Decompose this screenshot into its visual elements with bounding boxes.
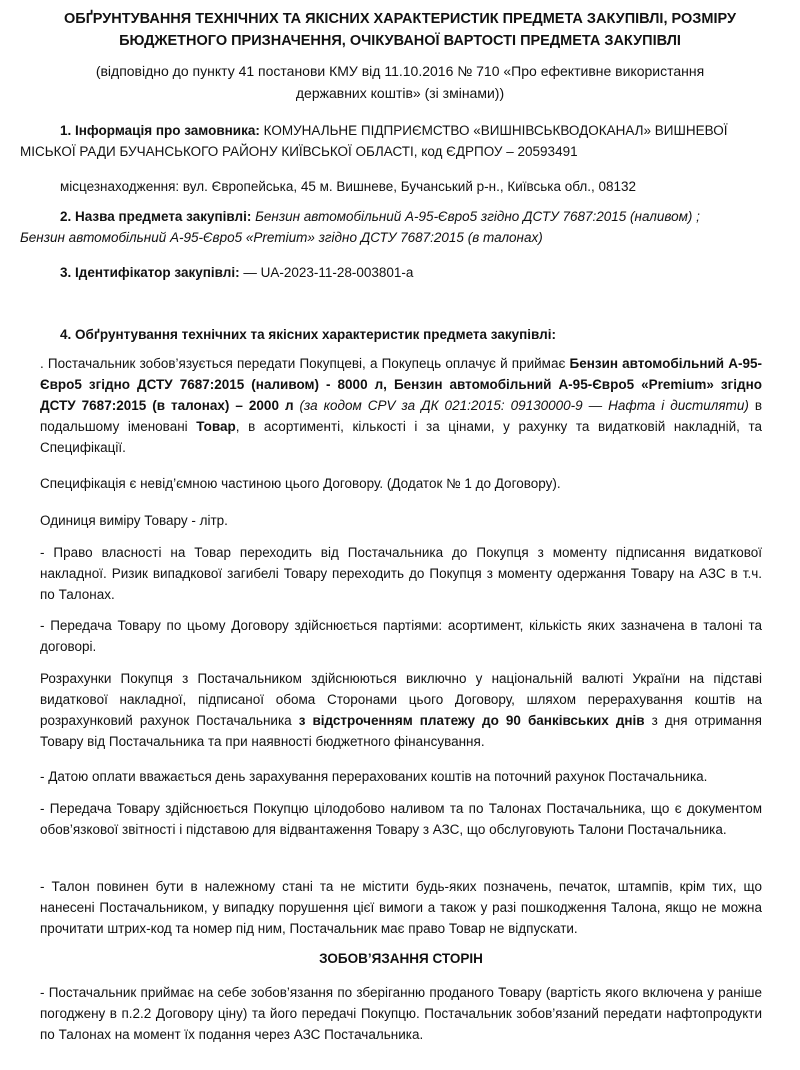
paragraph-payments	[40, 668, 762, 752]
paragraph-coupon-delivery: - Передача Товару здійснюється Покупцю цілодобово наливом та по Талонах Постачальника, що є документом обов’язкової звітності і підставою для відвантаження Товару з АЗС, що обслуговують Талони Постачальника.	[40, 801, 762, 837]
procurement-name-line-2: Бензин автомобільний А-95-Євро5 «Premium» згідно ДСТУ 7687:2015 (в талонах)	[20, 230, 543, 245]
p6-text-2: з дня отримання Товару від Постачальника та при наявності бюджетного фінансування.	[40, 713, 762, 749]
paragraph-coupon-condition: - Талон повинен бути в належному стані та не містити будь-яких позначень, печаток, штампів, крім тих, що нанесені Постачальником, у випадку порушення цієї вимоги а також у разі пошкодження Талона, якщо не можна прочитати штрих-код та номер під ним, Постачальник має право Товар не відпускати.	[40, 879, 762, 936]
title-line-2: БЮДЖЕТНОГО ПРИЗНАЧЕННЯ, ОЧІКУВАНОЇ ВАРТОСТІ ПРЕДМЕТА ЗАКУПІВЛІ	[119, 33, 681, 49]
obligations-heading: ЗОБОВ’ЯЗАННЯ СТОРІН	[319, 951, 483, 966]
subtitle-line-1: (відповідно до пункту 41 постанови КМУ від 11.10.2016 № 710 «Про ефективне використання	[95, 63, 705, 79]
p1-text-2: в подальшому іменовані	[40, 398, 762, 434]
paragraph-obligations: - Постачальник приймає на себе зобов’язання по зберіганню проданого Товару (вартість якого включена у раніше погоджену в п.2.2 Договору ціну) та його передачі Покупцю. Постачальник зобов’язаний передати нафтопродукти по Талонах на момент їх подання через АЗС Постачальника.	[40, 985, 762, 1042]
procurement-name-line-1	[20, 206, 770, 227]
title-line-1: ОБҐРУНТУВАННЯ ТЕХНІЧНИХ ТА ЯКІСНИХ ХАРАКТЕРИСТИК ПРЕДМЕТА ЗАКУПІВЛІ, РОЗМІРУ	[64, 11, 736, 27]
section-3-label: 3. Ідентифікатор закупівлі:	[60, 265, 244, 280]
paragraph-unit: Одиниця виміру Товару - літр.	[40, 513, 228, 528]
paragraph-supply-terms	[40, 353, 762, 458]
customer-location: місцезнаходження: вул. Європейська, 45 м. Вишневе, Бучанський р-н., Київська обл., 08132	[60, 179, 637, 194]
paragraph-ownership: - Право власності на Товар переходить від Постачальника до Покупця з моменту підписання видаткової накладної. Ризик випадкової загибелі Товару переходить до Покупця з моменту одержання Товару на АЗС в т.ч. по Талонах.	[40, 545, 762, 602]
section-4-heading: 4. Обґрунтування технічних та якісних характеристик предмета закупівлі:	[60, 327, 556, 342]
p1-text-3: , в асортименті, кількості і за цінами, у рахунку та видатковій накладній, та Специфікації.	[40, 419, 762, 455]
customer-line-1	[20, 120, 770, 141]
procurement-id-value: — UA-2023-11-28-003801-a	[243, 265, 414, 280]
p1-text-1: . Постачальник зобов’язується передати Покупцеві, а Покупець оплачує й приймає	[40, 356, 570, 371]
section-2-label: 2. Назва предмета закупівлі:	[60, 209, 256, 224]
document-title	[30, 8, 770, 52]
paragraph-payment-date: - Датою оплати вважається день зарахування перерахованих коштів на поточний рахунок Постачальника.	[40, 769, 708, 784]
section-customer-info	[20, 120, 770, 162]
section-1-label: 1. Інформація про замовника:	[60, 123, 264, 138]
p1-cpv-italic: (за кодом CPV за ДК 021:2015: 09130000-9 — Нафта і дистиляти)	[293, 398, 749, 413]
subtitle-line-2: державних коштів» (зі змінами))	[295, 85, 505, 101]
customer-name-part-1: КОМУНАЛЬНЕ ПІДПРИЄМСТВО «ВИШНІВСЬКВОДОКАНАЛ» ВИШНЕВОЇ	[263, 123, 728, 138]
paragraph-specification: Специфікація є невід’ємною частиною цього Договору. (Додаток № 1 до Договору).	[40, 476, 561, 491]
section-procurement-name	[20, 206, 770, 248]
procurement-name-part-1: Бензин автомобільний А-95-Євро5 згідно ДСТУ 7687:2015 (наливом) ;	[255, 209, 700, 224]
customer-line-2: МІСЬКОЇ РАДИ БУЧАНСЬКОГО РАЙОНУ КИЇВСЬКОЇ ОБЛАСТІ, код ЄДРПОУ – 20593491	[20, 144, 578, 159]
section-procurement-id	[60, 262, 770, 283]
p1-goods-term: Товар	[196, 419, 236, 434]
p6-text-1: Розрахунки Покупця з Постачальником здійснюються виключно у національній валюті України на підставі видаткової накладної, підписаної обома Сторонами цього Договору, шляхом перерахування коштів на розрахунковий рахунок Постачальника	[40, 671, 762, 728]
p1-goods-bold: Бензин автомобільний А-95-Євро5 згідно ДСТУ 7687:2015 (наливом) - 8000 л, Бензин автомобільний А-95-Євро5 «Premium» згідно ДСТУ 7687:2015 (в талонах) – 2000 л	[40, 356, 762, 413]
document-subtitle	[30, 60, 770, 104]
paragraph-delivery-batches: - Передача Товару по цьому Договору здійснюється партіями: асортимент, кількість яких зазначена в талоні та договорі.	[40, 618, 762, 654]
p6-deferral-bold: з відстроченням платежу до 90 банківських днів	[298, 713, 645, 728]
